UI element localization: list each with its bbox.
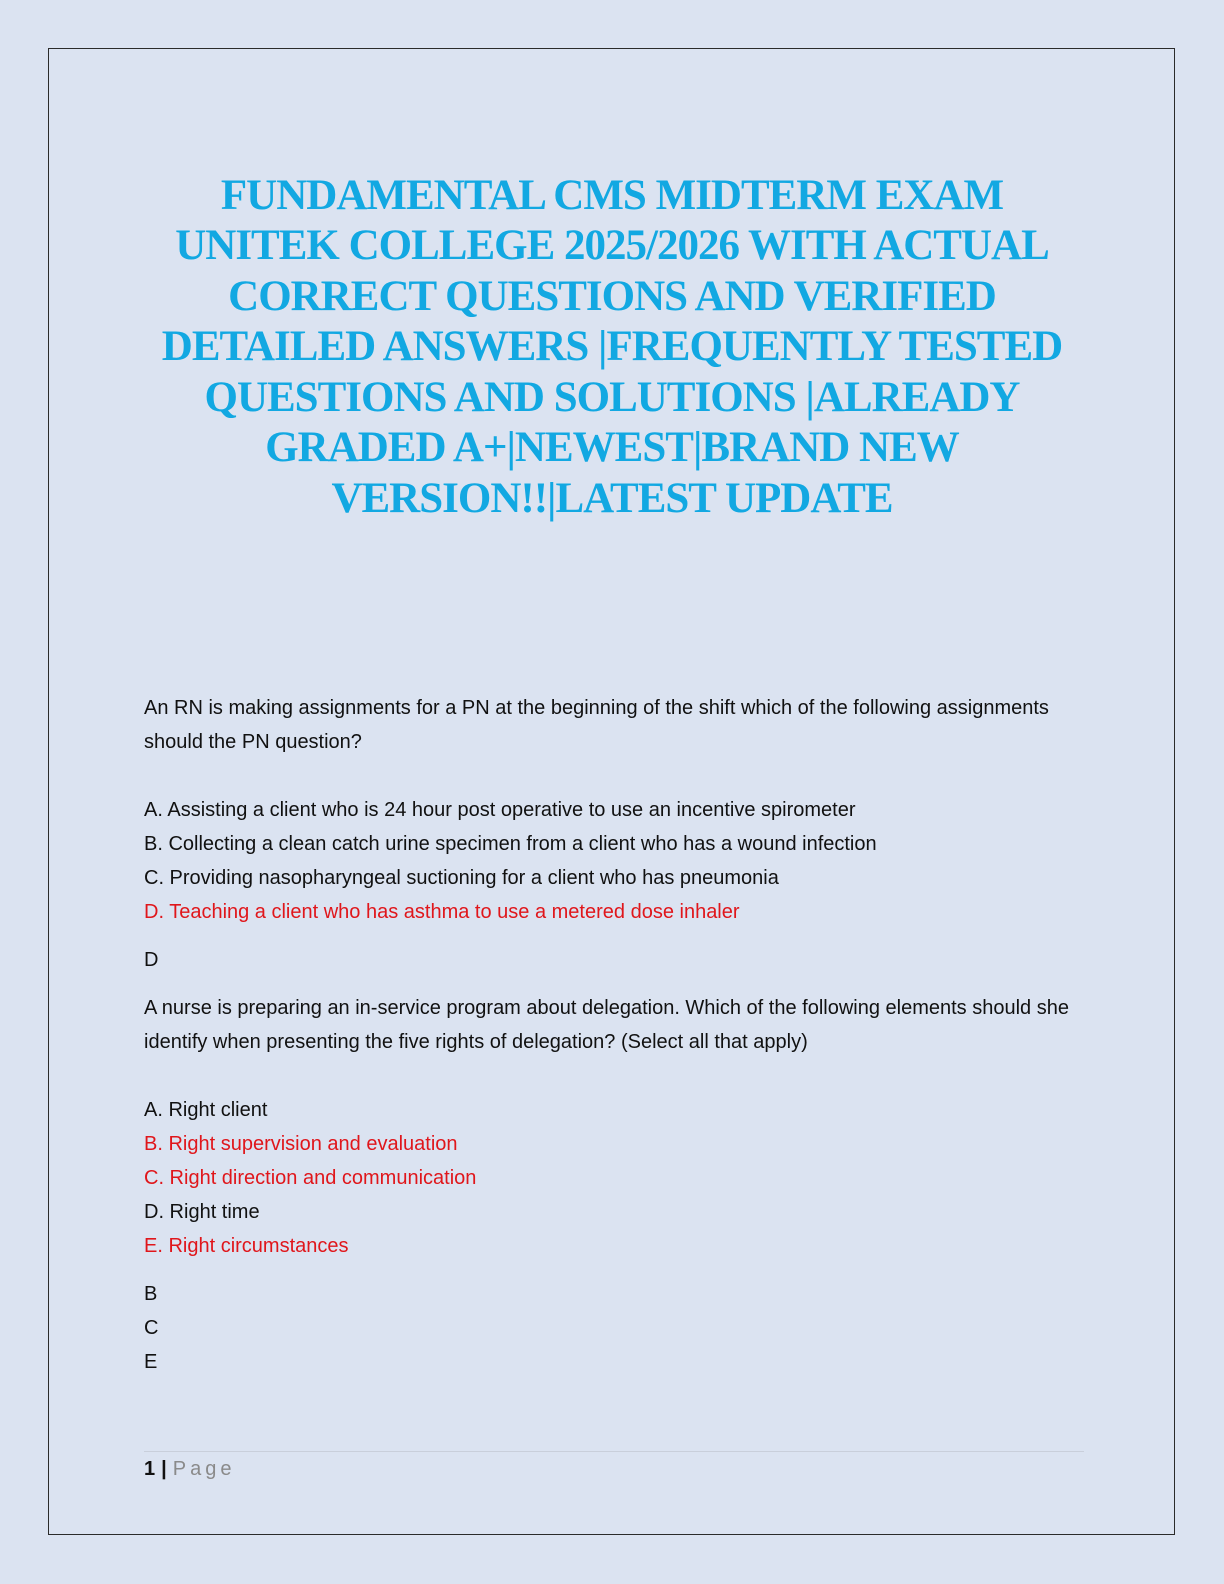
question-2-option-a: A. Right client bbox=[144, 1099, 268, 1121]
question-1-option-c: C. Providing nasopharyngeal suctioning for a client who has pneumonia bbox=[144, 867, 779, 889]
question-2-answer: E bbox=[144, 1351, 158, 1373]
page-number: 1 bbox=[144, 1458, 156, 1480]
page-footer bbox=[144, 1455, 235, 1483]
document-title bbox=[120, 171, 1104, 525]
question-1-option-d-correct: D. Teaching a client who has asthma to use a metered dose inhaler bbox=[144, 901, 740, 923]
question-2-option-d: D. Right time bbox=[144, 1201, 260, 1223]
question-2-option-b-correct: B. Right supervision and evaluation bbox=[144, 1133, 458, 1155]
title-line: VERSION!!|LATEST UPDATE bbox=[331, 474, 893, 522]
title-line: CORRECT QUESTIONS AND VERIFIED bbox=[228, 272, 996, 320]
question-1-answer: D bbox=[144, 949, 159, 971]
title-line: GRADED A+|NEWEST|BRAND NEW bbox=[265, 424, 959, 472]
footer-divider bbox=[144, 1451, 1084, 1452]
question-2-option-c-correct: C. Right direction and communication bbox=[144, 1167, 477, 1189]
question-1-option-a: A. Assisting a client who is 24 hour post operative to use an incentive spirometer bbox=[144, 799, 856, 821]
question-2-text: A nurse is preparing an in-service program about delegation. Which of the following elements should she identify when presenting the five rights of delegation? (Select all that apply) bbox=[144, 997, 1069, 1053]
question-2-answer: C bbox=[144, 1317, 159, 1339]
title-line: FUNDAMENTAL CMS MIDTERM EXAM bbox=[220, 171, 1004, 219]
question-2-answer: B bbox=[144, 1283, 158, 1305]
question-1-text: An RN is making assignments for a PN at the beginning of the shift which of the following assignments should the PN question? bbox=[144, 697, 1049, 753]
title-line: QUESTIONS AND SOLUTIONS |ALREADY bbox=[204, 373, 1020, 421]
page-label: Page bbox=[172, 1458, 236, 1480]
document-body bbox=[144, 691, 1084, 1379]
question-2-option-e-correct: E. Right circumstances bbox=[144, 1235, 349, 1257]
question-1-option-b: B. Collecting a clean catch urine specimen from a client who has a wound infection bbox=[144, 833, 877, 855]
title-line: DETAILED ANSWERS |FREQUENTLY TESTED bbox=[161, 323, 1063, 371]
footer-separator: | bbox=[161, 1458, 167, 1480]
title-line: UNITEK COLLEGE 2025/2026 WITH ACTUAL bbox=[175, 222, 1049, 270]
